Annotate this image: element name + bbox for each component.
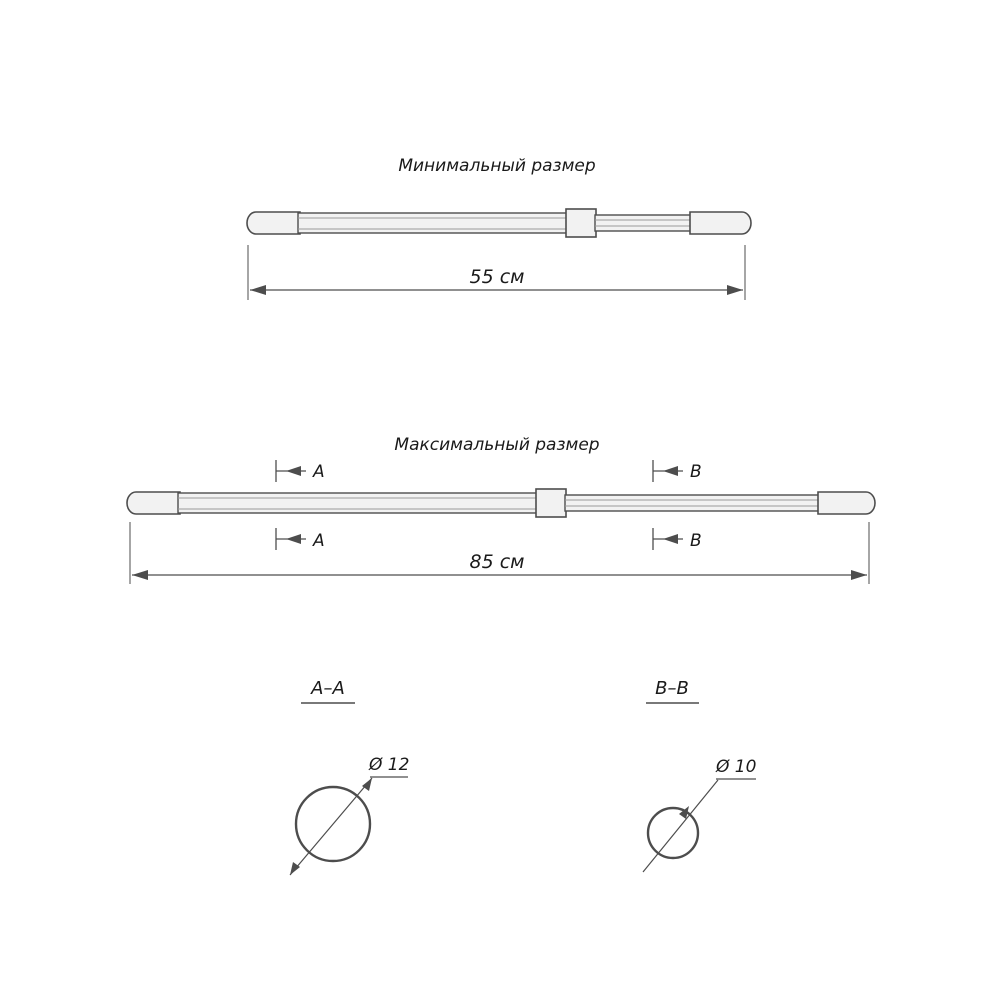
rod-minimum: [247, 209, 751, 237]
rod-max-left-end-cap: [127, 492, 180, 514]
min-size-group: [247, 156, 751, 300]
cut-mark-b-upper-label: B: [690, 462, 702, 482]
section-b-b-diameter-label: Ø 10: [716, 757, 757, 777]
min-dimension-label: 55 см: [469, 266, 525, 288]
section-a-a-leader-arrow-top: [362, 778, 372, 791]
max-size-title: Максимальный размер: [394, 435, 600, 455]
cut-mark-b-lower: [653, 528, 702, 551]
rod-right-tube: [595, 215, 691, 231]
rod-right-end-cap: [690, 212, 751, 234]
cut-mark-a-upper-label: A: [313, 462, 325, 482]
rod-left-tube: [298, 213, 568, 233]
section-b-b-leader-line: [643, 780, 718, 872]
section-a-a-title: А–А: [311, 678, 345, 699]
min-size-title: Минимальный размер: [398, 156, 596, 176]
arrow-left: [250, 285, 266, 295]
rod-max-coupler: [536, 489, 566, 517]
cut-mark-a-lower: [276, 528, 325, 551]
cut-mark-b-upper: [653, 460, 702, 482]
rod-max-right-tube: [565, 495, 820, 511]
arrow-right: [851, 570, 867, 580]
section-a-a-leader-arrow-bottom: [290, 862, 300, 875]
rod-coupler: [566, 209, 596, 237]
rod-max-left-tube: [178, 493, 538, 513]
cut-mark-a-upper: [276, 460, 325, 482]
arrow-left: [132, 570, 148, 580]
cut-mark-a-lower-label: A: [313, 531, 325, 551]
rod-maximum: [127, 489, 875, 517]
section-a-a-group: [290, 678, 409, 875]
section-b-b-title: В–В: [655, 678, 689, 699]
rod-left-end-cap: [247, 212, 300, 234]
section-b-b-circle: [648, 808, 698, 858]
section-b-b-group: [643, 678, 756, 872]
max-size-group: [127, 435, 875, 584]
max-dimension-label: 85 см: [469, 551, 525, 573]
section-a-a-diameter-label: Ø 12: [369, 755, 410, 775]
cut-mark-b-lower-label: B: [690, 531, 702, 551]
rod-max-right-end-cap: [818, 492, 875, 514]
arrow-right: [727, 285, 743, 295]
